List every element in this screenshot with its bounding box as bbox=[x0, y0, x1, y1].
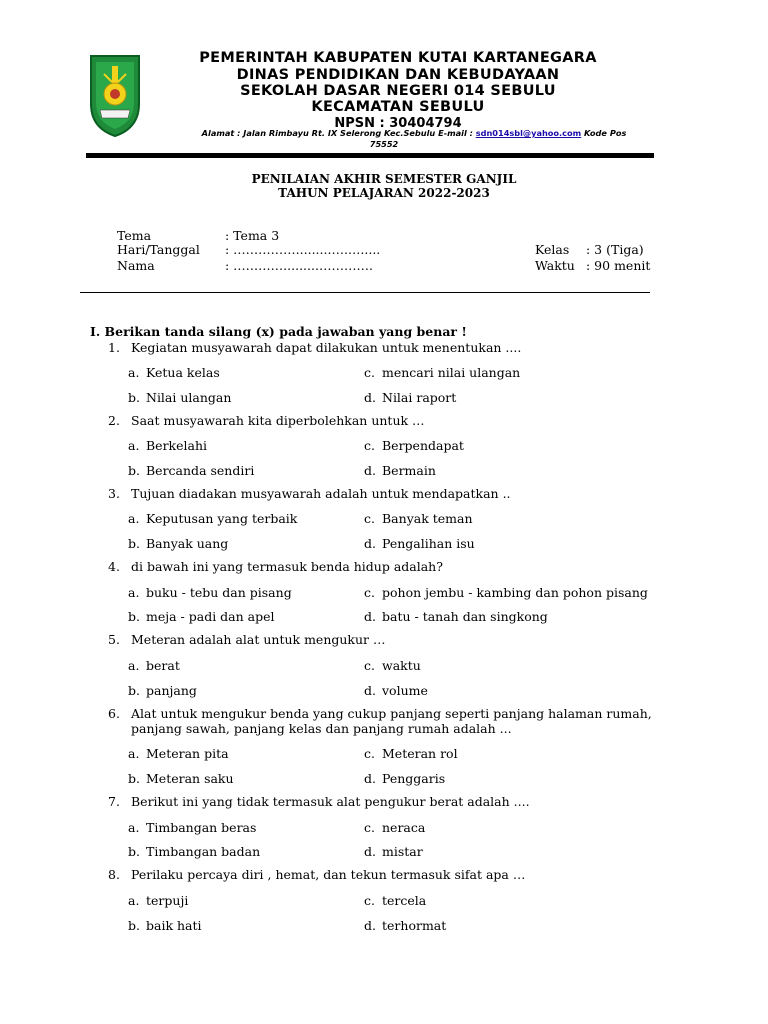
option-text: Berpendapat bbox=[382, 438, 464, 453]
option-letter: d. bbox=[364, 683, 376, 698]
option-letter: b. bbox=[128, 844, 140, 859]
hari-tanggal-field[interactable]: : …………….........….…..... bbox=[225, 242, 381, 257]
option-letter: c. bbox=[364, 746, 375, 761]
option-text: Bercanda sendiri bbox=[146, 463, 255, 478]
option-letter: d. bbox=[364, 390, 376, 405]
option-text: Timbangan badan bbox=[146, 844, 261, 859]
postal-code: 75552 bbox=[369, 139, 399, 149]
option-letter: c. bbox=[364, 658, 375, 673]
question-number: 1. bbox=[108, 340, 120, 355]
email-link[interactable]: sdn014sbl@yahoo.com bbox=[475, 128, 582, 138]
option-7b[interactable] bbox=[128, 844, 260, 859]
letterhead-district: KECAMATAN SEBULU bbox=[311, 99, 485, 115]
option-text: volume bbox=[382, 683, 428, 698]
question-text: Alat untuk mengukur benda yang cukup panjang seperti panjang halaman rumah, panjang sawah, panjang kelas dan panjang rumah adalah ... bbox=[131, 706, 652, 736]
option-4c[interactable] bbox=[364, 585, 648, 600]
option-text: Ketua kelas bbox=[146, 365, 220, 380]
option-letter: b. bbox=[128, 609, 140, 624]
letterhead-government: PEMERINTAH KABUPATEN KUTAI KARTANEGARA bbox=[199, 50, 597, 66]
option-letter: b. bbox=[128, 771, 140, 786]
option-letter: c. bbox=[364, 893, 375, 908]
option-text: batu - tanah dan singkong bbox=[382, 609, 548, 624]
option-3a[interactable] bbox=[128, 511, 297, 526]
option-letter: b. bbox=[128, 536, 140, 551]
option-letter: a. bbox=[128, 438, 140, 453]
option-6a[interactable] bbox=[128, 746, 229, 761]
section-instruction: I. Berikan tanda silang (x) pada jawaban yang benar ! bbox=[90, 324, 467, 339]
option-4a[interactable] bbox=[128, 585, 292, 600]
option-text: Banyak teman bbox=[382, 511, 473, 526]
question-text: Kegiatan musyawarah dapat dilakukan untuk menentukan .... bbox=[131, 340, 522, 355]
question-number: 3. bbox=[108, 486, 120, 501]
option-text: tercela bbox=[382, 893, 427, 908]
tema-value: : Tema 3 bbox=[225, 228, 280, 243]
question-text: Meteran adalah alat untuk mengukur … bbox=[131, 632, 386, 647]
option-letter: c. bbox=[364, 820, 375, 835]
option-letter: c. bbox=[364, 511, 375, 526]
option-1c[interactable] bbox=[364, 365, 520, 380]
option-text: Nilai raport bbox=[382, 390, 457, 405]
meta-divider bbox=[80, 292, 650, 293]
option-text: mistar bbox=[382, 844, 423, 859]
kelas-value: : 3 (Tiga) bbox=[586, 242, 644, 257]
option-6d[interactable] bbox=[364, 771, 445, 786]
option-letter: a. bbox=[128, 511, 140, 526]
nama-field[interactable]: : ………….........…………. bbox=[225, 258, 373, 273]
question-number: 8. bbox=[108, 867, 120, 882]
option-letter: d. bbox=[364, 463, 376, 478]
question-text: di bawah ini yang termasuk benda hidup adalah? bbox=[131, 559, 443, 574]
option-text: Meteran saku bbox=[146, 771, 234, 786]
option-8c[interactable] bbox=[364, 893, 426, 908]
letterhead-school: SEKOLAH DASAR NEGERI 014 SEBULU bbox=[240, 83, 556, 99]
question-6 bbox=[108, 706, 688, 736]
option-text: Penggaris bbox=[382, 771, 446, 786]
option-4d[interactable] bbox=[364, 609, 548, 624]
option-letter: b. bbox=[128, 683, 140, 698]
option-text: Nilai ulangan bbox=[146, 390, 232, 405]
exam-title: PENILAIAN AKHIR SEMESTER GANJIL bbox=[251, 172, 517, 186]
option-1a[interactable] bbox=[128, 365, 220, 380]
option-letter: c. bbox=[364, 585, 375, 600]
question-1 bbox=[108, 340, 688, 355]
academic-year: TAHUN PELAJARAN 2022-2023 bbox=[278, 186, 490, 200]
postal-code-label: Kode Pos bbox=[581, 128, 627, 138]
option-text: Meteran rol bbox=[382, 746, 458, 761]
kelas-label: Kelas bbox=[535, 242, 570, 257]
option-text: Meteran pita bbox=[146, 746, 229, 761]
waktu-value: : 90 menit bbox=[586, 258, 651, 273]
nama-label: Nama bbox=[117, 258, 155, 273]
option-2c[interactable] bbox=[364, 438, 464, 453]
option-text: Banyak uang bbox=[146, 536, 229, 551]
option-8d[interactable] bbox=[364, 918, 446, 933]
option-text: Bermain bbox=[382, 463, 436, 478]
question-text: Tujuan diadakan musyawarah adalah untuk mendapatkan .. bbox=[131, 486, 511, 501]
option-5b[interactable] bbox=[128, 683, 197, 698]
option-7a[interactable] bbox=[128, 820, 256, 835]
question-number: 5. bbox=[108, 632, 120, 647]
question-7 bbox=[108, 794, 688, 809]
option-3c[interactable] bbox=[364, 511, 473, 526]
question-text: Perilaku percaya diri , hemat, dan tekun termasuk sifat apa … bbox=[131, 867, 526, 882]
question-number: 4. bbox=[108, 559, 120, 574]
option-1b[interactable] bbox=[128, 390, 231, 405]
tema-label: Tema bbox=[117, 228, 152, 243]
question-number: 7. bbox=[108, 794, 120, 809]
option-letter: a. bbox=[128, 746, 140, 761]
option-2b[interactable] bbox=[128, 463, 254, 478]
option-letter: d. bbox=[364, 536, 376, 551]
question-2 bbox=[108, 413, 688, 428]
option-text: Timbangan beras bbox=[146, 820, 257, 835]
option-text: buku - tebu dan pisang bbox=[146, 585, 292, 600]
letterhead-address bbox=[144, 128, 684, 139]
option-text: Pengalihan isu bbox=[382, 536, 475, 551]
option-letter: b. bbox=[128, 390, 140, 405]
question-text: Berikut ini yang tidak termasuk alat pengukur berat adalah .... bbox=[131, 794, 530, 809]
option-letter: d. bbox=[364, 918, 376, 933]
question-4 bbox=[108, 559, 688, 574]
question-number: 6. bbox=[108, 706, 120, 721]
option-letter: a. bbox=[128, 585, 140, 600]
option-text: neraca bbox=[382, 820, 426, 835]
option-letter: d. bbox=[364, 771, 376, 786]
option-letter: a. bbox=[128, 658, 140, 673]
option-letter: c. bbox=[364, 438, 375, 453]
option-text: berat bbox=[146, 658, 180, 673]
option-text: waktu bbox=[382, 658, 421, 673]
regency-emblem-logo bbox=[88, 52, 142, 138]
option-8b[interactable] bbox=[128, 918, 202, 933]
option-letter: c. bbox=[364, 365, 375, 380]
option-6b[interactable] bbox=[128, 771, 234, 786]
option-text: baik hati bbox=[146, 918, 202, 933]
letterhead-npsn: NPSN : 30404794 bbox=[334, 116, 462, 131]
option-letter: a. bbox=[128, 365, 140, 380]
option-2a[interactable] bbox=[128, 438, 207, 453]
option-text: panjang bbox=[146, 683, 197, 698]
option-3b[interactable] bbox=[128, 536, 228, 551]
option-letter: a. bbox=[128, 820, 140, 835]
option-text: Keputusan yang terbaik bbox=[146, 511, 298, 526]
option-letter: d. bbox=[364, 609, 376, 624]
hari-tanggal-label: Hari/Tanggal bbox=[117, 242, 200, 257]
option-6c[interactable] bbox=[364, 746, 458, 761]
option-5a[interactable] bbox=[128, 658, 180, 673]
option-3d[interactable] bbox=[364, 536, 475, 551]
option-letter: a. bbox=[128, 893, 140, 908]
address-text: Alamat : Jalan Rimbayu Rt. IX Selerong Kec.Sebulu E-mail : bbox=[201, 128, 476, 138]
waktu-label: Waktu bbox=[535, 258, 575, 273]
option-text: Berkelahi bbox=[146, 438, 208, 453]
option-7c[interactable] bbox=[364, 820, 425, 835]
option-1d[interactable] bbox=[364, 390, 456, 405]
option-text: terpuji bbox=[146, 893, 189, 908]
option-letter: d. bbox=[364, 844, 376, 859]
option-5d[interactable] bbox=[364, 683, 428, 698]
question-number: 2. bbox=[108, 413, 120, 428]
question-text: Saat musyawarah kita diperbolehkan untuk … bbox=[131, 413, 425, 428]
option-4b[interactable] bbox=[128, 609, 275, 624]
letterhead-divider bbox=[86, 153, 654, 158]
option-7d[interactable] bbox=[364, 844, 423, 859]
question-3 bbox=[108, 486, 688, 501]
option-8a[interactable] bbox=[128, 893, 188, 908]
option-text: pohon jembu - kambing dan pohon pisang bbox=[382, 585, 648, 600]
option-text: terhormat bbox=[382, 918, 447, 933]
option-letter: b. bbox=[128, 463, 140, 478]
option-5c[interactable] bbox=[364, 658, 421, 673]
option-2d[interactable] bbox=[364, 463, 436, 478]
question-8 bbox=[108, 867, 688, 882]
option-letter: b. bbox=[128, 918, 140, 933]
option-text: meja - padi dan apel bbox=[146, 609, 275, 624]
question-5 bbox=[108, 632, 688, 647]
letterhead-department: DINAS PENDIDIKAN DAN KEBUDAYAAN bbox=[236, 67, 560, 83]
option-text: mencari nilai ulangan bbox=[382, 365, 521, 380]
